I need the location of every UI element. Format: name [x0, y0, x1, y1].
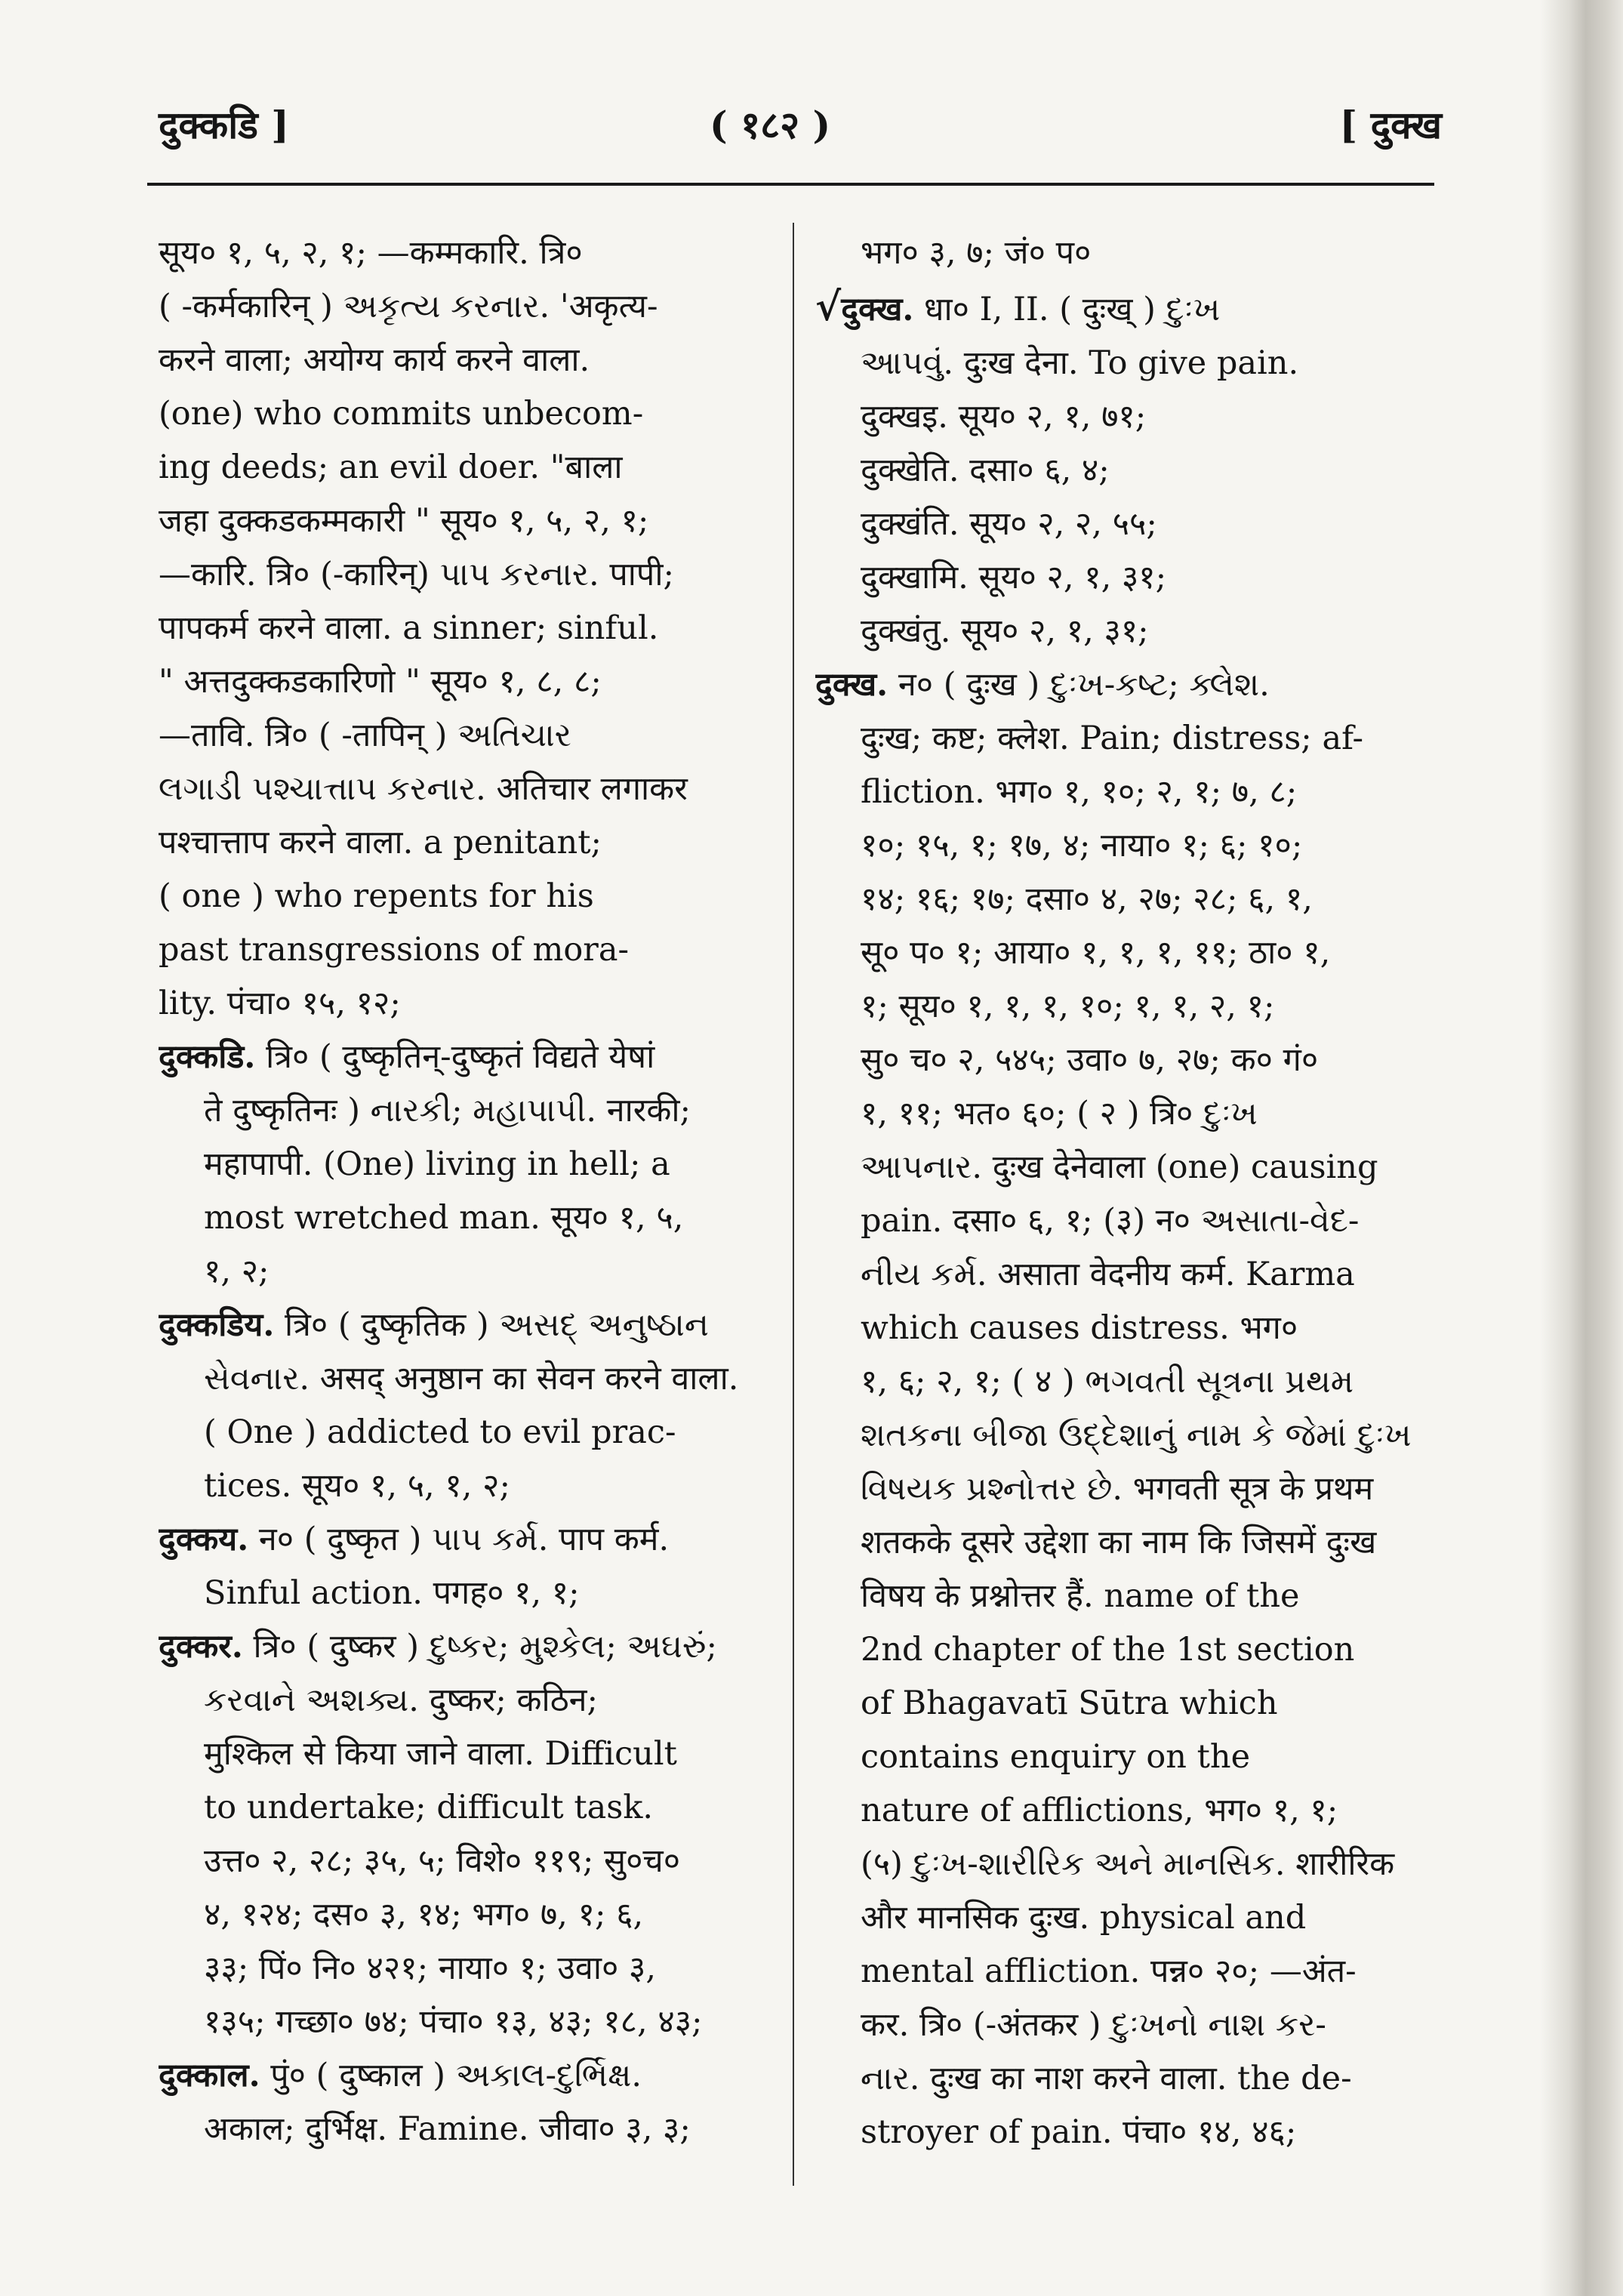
entry-line [815, 1248, 1419, 1302]
entry-line [159, 334, 770, 387]
entry-line [815, 2052, 1419, 2106]
dictionary-entry [159, 1031, 770, 1299]
entry-text: ( one ) who repents for his [159, 877, 594, 915]
entry-text: सूय० १, ५, २, १; —कम्मकारि. त्रि० [159, 234, 583, 272]
entry-line [159, 387, 770, 441]
entry-text: त्रि० ( दुष्कृतिक ) અસદ્ અનુષ્ઠાન [285, 1306, 709, 1344]
entry-text: 2nd chapter of the 1st section [861, 1631, 1355, 1669]
entry-text: mental affliction. पन्न० २०; —अंत- [861, 1952, 1357, 1990]
entry-line [159, 1459, 770, 1513]
dictionary-entry [815, 227, 1419, 280]
entry-line [815, 1355, 1419, 1409]
entry-line [159, 1620, 770, 1674]
entry-text: दुक्खइ. सूय० २, १, ७१; [861, 398, 1147, 436]
entry-line [159, 923, 770, 977]
entry-line [159, 441, 770, 495]
entry-line [159, 1942, 770, 1996]
entry-headword: दुक्कडि. [159, 1038, 256, 1076]
entry-line [815, 605, 1419, 658]
page-header [151, 98, 1442, 159]
entry-line [815, 1034, 1419, 1087]
entry-text: fliction. भग० १, १०; २, १; ७, ८; [861, 773, 1298, 811]
entry-line [815, 1623, 1419, 1677]
entry-line [159, 1727, 770, 1781]
entry-text: ४, १२४; दस० ३, १४; भग० ७, १; ६, [204, 1896, 644, 1934]
entry-line [815, 227, 1419, 280]
entry-text: (one) who commits unbecom- [159, 395, 644, 433]
entry-line [159, 1352, 770, 1406]
dictionary-entry [815, 280, 1419, 658]
entry-text: सू० प० १; आया० १, १, १, ११; ठा० १, [861, 934, 1331, 972]
entry-text: १, २; [204, 1253, 269, 1290]
column-divider [793, 223, 794, 2186]
entry-line [159, 1781, 770, 1835]
entry-line [815, 1087, 1419, 1141]
entry-text: ते दुष्कृतिनः ) નારકી; મહાપાપી. नारकी; [204, 1092, 691, 1130]
entry-line [159, 280, 770, 334]
left-column [159, 227, 770, 2156]
entry-line [159, 655, 770, 709]
entry-line [159, 1835, 770, 1888]
entry-text: उत्त० २, २८; ३५, ५; विशे० ११९; सु०च० [204, 1842, 681, 1880]
entry-line [159, 1138, 770, 1191]
entry-text: दुक्खेति. दसा० ६, ४; [861, 451, 1110, 489]
entry-line [159, 709, 770, 763]
entry-text: करने वाला; अयोग्य कार्य करने वाला. [159, 341, 590, 379]
entry-line [815, 1141, 1419, 1194]
entry-text: न० ( दुःख ) દુઃખ-કષ્ટ; ક્લેશ. [898, 666, 1270, 704]
entry-headword: दुक्कडिय. [159, 1306, 275, 1344]
entry-text: ing deeds; an evil doer. "बाला [159, 448, 623, 486]
entry-text: નીય કર્મ. असाता वेदनीय कर्म. Karma [861, 1256, 1355, 1293]
entry-line [815, 712, 1419, 766]
entry-line [815, 926, 1419, 980]
entry-text: १, ११; भत० ६०; ( २ ) त्रि० દુઃખ [861, 1095, 1258, 1133]
entry-line [815, 498, 1419, 551]
entry-line [815, 1999, 1419, 2052]
entry-text: दुक्खामि. सूय० २, १, ३१; [861, 559, 1167, 596]
entry-line [815, 2106, 1419, 2159]
entry-text: मुश्किल से किया जाने वाला. Difficult [204, 1735, 677, 1773]
root-check-mark: √ [815, 284, 842, 330]
entry-line [159, 870, 770, 923]
entry-text: to undertake; difficult task. [204, 1789, 654, 1826]
entry-text: पश्चात्ताप करने वाला. a penitant; [159, 824, 602, 861]
entry-line [159, 1888, 770, 1942]
entry-text: और मानसिक दुःख. physical and [861, 1899, 1307, 1937]
entry-line [815, 551, 1419, 605]
entry-line [815, 1302, 1419, 1355]
entry-text: जहा दुक्कडकम्मकारी " सूय० १, ५, २, १; [159, 502, 649, 540]
entry-line [159, 1084, 770, 1138]
entry-text: ३३; पिं० नि० ४२१; नाया० १; उवा० ३, [204, 1949, 657, 1987]
entry-headword: दुक्ख. [841, 291, 914, 328]
entry-line [815, 980, 1419, 1034]
entry-text: १३५; गच्छा० ७४; पंचा० १३, ४३; १८, ४३; [204, 2003, 703, 2041]
entry-text: न० ( दुष्कृत ) પાપ કર્મ. पाप कर्म. [258, 1521, 670, 1558]
header-right-guideword: [ दुक्ख [1339, 103, 1442, 147]
entry-text: tices. सूय० १, ५, १, २; [204, 1467, 510, 1505]
header-rule [147, 183, 1434, 186]
entry-line [815, 1462, 1419, 1516]
entry-line [159, 977, 770, 1031]
entry-line [159, 1406, 770, 1459]
entry-line [815, 1945, 1419, 1999]
entry-text: दुःख; कष्ट; क्लेश. Pain; distress; af- [861, 720, 1364, 757]
scan-page-edge [1540, 0, 1623, 2296]
entry-text: past transgressions of mora- [159, 931, 629, 969]
entry-text: —कारि. त्रि० (-कारिन्) પાપ કરનાર. पापी; [159, 556, 674, 593]
entry-line [815, 1838, 1419, 1891]
entry-text: આપનાર. दुःख देनेवाला (one) causing [861, 1148, 1378, 1186]
entry-text: શતકના બીજા ઉદ્દેશાનું નામ કે જેમાં દુઃખ [861, 1416, 1412, 1454]
entry-line [159, 2049, 770, 2103]
entry-line [159, 2103, 770, 2156]
entry-line [815, 390, 1419, 444]
dictionary-entry [159, 2049, 770, 2156]
entry-line [815, 766, 1419, 819]
entry-line [815, 1891, 1419, 1945]
entry-text: lity. पंचा० १५, १२; [159, 985, 401, 1022]
entry-line [159, 1299, 770, 1352]
entry-text: nature of afflictions, भग० १, १; [861, 1792, 1338, 1829]
entry-text: stroyer of pain. पंचा० १४, ४६; [861, 2113, 1297, 2151]
entry-line [159, 763, 770, 816]
entry-text: contains enquiry on the [861, 1738, 1251, 1776]
entry-text: Sinful action. पगह० १, १; [204, 1574, 580, 1612]
entry-text: पापकर्म करने वाला. a sinner; sinful. [159, 609, 659, 647]
entry-text: दुक्खंतु. सूय० २, १, ३१; [861, 612, 1149, 650]
entry-headword: दुक्काल. [159, 2057, 260, 2094]
entry-text: विषय के प्रश्नोत्तर हैं. name of the [861, 1577, 1300, 1615]
entry-text: सु० च० २, ५४५; उवा० ७, २७; क० गं० [861, 1041, 1319, 1079]
entry-line [815, 1194, 1419, 1248]
header-left-guideword: दुक्कडि ] [159, 103, 289, 147]
entry-text: भग० ३, ७; जं० प० [861, 234, 1092, 272]
entry-text: which causes distress. भग० [861, 1309, 1298, 1347]
entry-text: of Bhagavatī Sūtra which [861, 1684, 1278, 1722]
entry-line [159, 1513, 770, 1567]
entry-text: " अत्तदुक्कडकारिणो " सूय० १, ८, ८; [159, 663, 602, 701]
entry-headword: दुक्कय. [159, 1521, 249, 1558]
entry-line [159, 1031, 770, 1084]
entry-line [159, 816, 770, 870]
entry-headword: दुक्ख. [815, 666, 888, 704]
entry-text: १, ६; २, १; ( ४ ) ભગવતી સૂત્રના પ્રથમ [861, 1363, 1354, 1401]
entry-line [815, 1730, 1419, 1784]
entry-line [159, 1191, 770, 1245]
entry-line [815, 1516, 1419, 1570]
entry-line [159, 1674, 770, 1727]
entry-line [815, 873, 1419, 926]
entry-line [815, 1677, 1419, 1730]
entry-line [815, 1409, 1419, 1462]
dictionary-entry [159, 1620, 770, 2049]
right-column [815, 227, 1419, 2159]
entry-line [159, 1996, 770, 2049]
entry-text: त्रि० ( दुष्कर ) દુષ્કર; મુશ્કેલ; અઘરું; [253, 1628, 717, 1666]
entry-text: धा० I, II. ( दुःख् ) દુઃખ [924, 291, 1221, 328]
entry-text: शतकके दूसरे उद्देशा का नाम कि जिसमें दुःख [861, 1524, 1377, 1561]
entry-text: pain. दसा० ६, १; (३) न० અસાતા-વેદ- [861, 1202, 1360, 1240]
entry-text: १४; १६; १७; दसा० ४, २७; २८; ६, १, [861, 880, 1313, 918]
entry-line [159, 1245, 770, 1299]
entry-line [159, 495, 770, 548]
entry-text: આપવું. दुःख देना. To give pain. [861, 344, 1299, 382]
entry-line [815, 280, 1419, 337]
entry-text: १०; १५, १; १७, ४; नाया० १; ६; १०; [861, 827, 1303, 864]
entry-text: most wretched man. सूय० १, ५, [204, 1199, 684, 1237]
entry-line [815, 444, 1419, 498]
entry-text: १; सूय० १, १, १, १०; १, १, २, १; [861, 988, 1275, 1025]
entry-text: વિષયક પ્રશ્નોત્તર છે. भगवती सूत्र के प्रथम [861, 1470, 1374, 1508]
entry-text: —तावि. त्रि० ( -तापिन् ) અતિચાર [159, 717, 571, 754]
entry-headword: दुक्कर. [159, 1628, 243, 1666]
dictionary-entry [159, 1513, 770, 1620]
entry-line [159, 602, 770, 655]
page-number: ( १८२ ) [710, 103, 831, 147]
entry-text: दुक्खंति. सूय० २, २, ५५; [861, 505, 1157, 543]
entry-text: (५) દુઃખ-શારીરિક અને માનસિક. शारीरिक [861, 1845, 1395, 1883]
entry-line [815, 819, 1419, 873]
entry-text: કરવાને અશક્ય. दुष्कर; कठिन; [204, 1681, 599, 1719]
dictionary-entry [159, 227, 770, 1031]
entry-text: त्रि० ( दुष्कृतिन्-दुष्कृतं विद्यते येषां [266, 1038, 655, 1076]
entry-text: સેવનાર. असद् अनुष्ठान का सेवन करने वाला. [204, 1360, 739, 1398]
entry-line [815, 337, 1419, 390]
entry-text: पुं० ( दुष्काल ) અકાલ-દુર્ભિક્ષ. [270, 2057, 642, 2094]
entry-line [159, 548, 770, 602]
entry-line [815, 658, 1419, 712]
entry-text: ( One ) addicted to evil prac- [204, 1413, 676, 1451]
entry-text: લગાડી પશ્ચાત્તાપ કરનાર. अतिचार लगाकर [159, 770, 688, 808]
dictionary-entry [159, 1299, 770, 1513]
entry-text: अकाल; दुर्भिक्ष. Famine. जीवा० ३, ३; [204, 2110, 691, 2148]
dictionary-entry [815, 658, 1419, 2159]
entry-text: महापापी. (One) living in hell; a [204, 1145, 670, 1183]
entry-line [815, 1570, 1419, 1623]
entry-line [159, 227, 770, 280]
entry-line [815, 1784, 1419, 1838]
entry-line [159, 1567, 770, 1620]
entry-text: ( -कर्मकारिन् ) અકૃત્ય કરનાર. 'अकृत्य- [159, 288, 658, 325]
entry-text: कर. त्रि० (-अंतकर ) દુઃખનો નાશ કર- [861, 2006, 1326, 2044]
entry-text: નાર. दुःख का नाश करने वाला. the de- [861, 2060, 1352, 2097]
